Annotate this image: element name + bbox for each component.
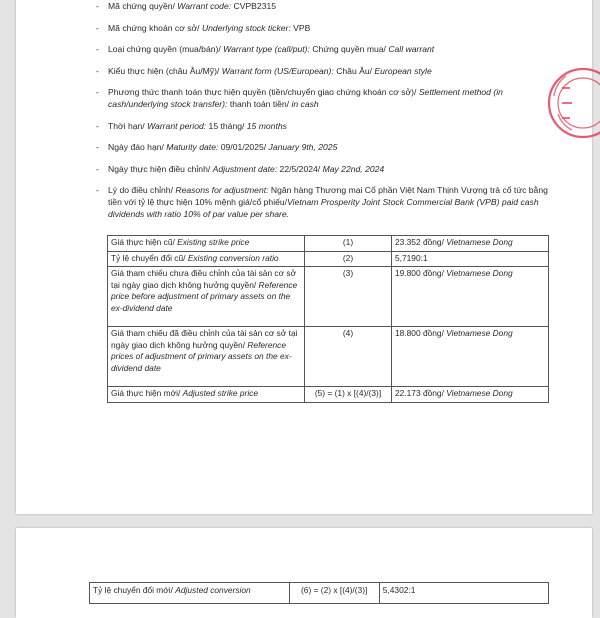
item-label-vn: Kiểu thực hiện (châu Âu/Mỹ)/ [108, 65, 220, 76]
cell-label-vn: Giá tham chiếu đã điều chỉnh của tài sản cơ sở tại ngày giao dịch không hưởng quyền/ [111, 328, 298, 350]
cell-label-vn: Tỷ lệ chuyển đổi mới/ [93, 585, 173, 595]
item-label-vn: Loại chứng quyền (mua/bán)/ [108, 44, 221, 54]
cell-label-vn: Giá tham chiếu chưa điều chỉnh của tài sản cơ sở tại ngày giao dịch không hưởng quyền/ [111, 268, 297, 290]
cell-label-en: Adjusted strike price [182, 388, 259, 398]
table-row [108, 236, 549, 252]
cell-label-vn: Giá thực hiện mới/ [111, 388, 181, 398]
item-label-en: Warrant type (call/put): [223, 44, 310, 54]
item-label-en: Warrant form (US/European): [221, 65, 334, 76]
table-cell-value [392, 387, 549, 403]
item-label-vn: Thời hạn/ [108, 120, 145, 131]
item-value-en: January 9th, 2025 [268, 142, 338, 152]
item-value: Chứng quyền mua/ [312, 44, 386, 54]
table-cell-value [392, 327, 549, 387]
adjustment-table-continued [89, 582, 549, 604]
adjustment-table [107, 235, 549, 403]
table-row [108, 387, 549, 403]
document-page-1 [16, 0, 592, 514]
table-cell-label [108, 387, 305, 403]
item-label-vn: Ngày đáo hạn/ [108, 142, 164, 152]
document-page-2 [16, 528, 592, 618]
item-value: Ngân hàng Thương mại Cổ phần Việt Nam Thịnh Vượng trả cổ tức bằng tiền với tỷ lệ thực hiện 10% mệnh giá/cổ phiếu/ [108, 185, 548, 207]
table-cell-formula: (4) [305, 327, 392, 387]
cell-unit: Vietnamese Dong [446, 268, 513, 278]
list-item-underlying-ticker [108, 22, 548, 34]
cell-label-en: Existing strike price [177, 237, 250, 247]
item-label-vn: Mã chứng quyền/ [108, 1, 175, 11]
item-label-en: Reasons for adjustment: [175, 185, 269, 195]
cell-unit: Vietnamese Dong [446, 328, 513, 338]
cell-value: 5,7190:1 [395, 252, 428, 263]
table-cell-formula: (2) [305, 251, 392, 267]
item-value-en: 15 months [246, 120, 287, 131]
item-value: 15 tháng/ [208, 120, 245, 131]
table-cell-formula: (3) [305, 267, 392, 327]
table-cell-formula: (1) [305, 236, 392, 252]
item-value: 09/01/2025/ [220, 142, 267, 152]
item-label-vn: Lý do điều chỉnh/ [108, 185, 173, 195]
item-value-en: in cash [291, 99, 319, 109]
list-item-adjustment-date [108, 163, 548, 175]
table-row [108, 251, 549, 267]
cell-value: 19.800 đồng/ [395, 268, 444, 278]
list-item-adjustment-reason [108, 184, 548, 220]
cell-label-en: Existing conversion ratio [187, 252, 279, 263]
item-label-vn: Phương thức thanh toán thực hiện quyền (tiền/chuyển giao chứng khoán cơ sở)/ [108, 87, 417, 97]
item-value-en: Call warrant [388, 44, 435, 54]
item-label-en: Warrant period: [147, 120, 207, 131]
cell-label-en: Adjusted conversion [175, 585, 251, 595]
item-label-en: Maturity date: [166, 142, 219, 152]
item-label-en: Adjustment date: [212, 163, 278, 174]
cell-label-vn: Giá thực hiện cũ/ [111, 237, 175, 247]
item-value-en: May 22nd, 2024 [322, 163, 385, 174]
table-cell-value [392, 236, 549, 252]
list-item-warrant-period [108, 120, 548, 132]
item-label-en: Settlement method (in cash/underlying stock transfer): [108, 87, 503, 109]
table-cell-label [108, 327, 305, 387]
item-value: CVPB2315 [233, 1, 277, 11]
item-value: VPB [293, 22, 311, 33]
table-cell-label [108, 267, 305, 327]
table-cell-formula: (6) = (2) x [(4)/(3)] [289, 583, 379, 604]
list-item-warrant-type [108, 43, 548, 55]
item-value-en: Vietnam Prosperity Joint Stock Commercial Bank (VPB) paid cash dividends with ratio 10% of par value per share. [108, 197, 539, 219]
table-row [108, 267, 549, 327]
table-cell-formula: (5) = (1) x [(4)/(3)] [305, 387, 392, 403]
item-value: Châu Âu/ [336, 65, 373, 76]
warrant-info-list [108, 0, 548, 230]
list-item-warrant-form [108, 65, 548, 77]
item-value-en: European style [374, 65, 432, 76]
cell-label-en: Reference price before adjustment of primary assets on the ex-dividend date [111, 279, 298, 313]
cell-value: 23.352 đồng/ [395, 237, 444, 247]
cell-label-en: Reference prices of adjustment of primary assets on the ex-dividend date [111, 339, 292, 373]
table-cell-value: 5,4302:1 [379, 583, 548, 604]
cell-unit: Vietnamese Dong [446, 237, 513, 247]
cell-value: 18.800 đồng/ [395, 328, 444, 338]
cell-value: 22.173 đồng/ [395, 388, 444, 398]
cell-label-vn: Tỷ lệ chuyển đổi cũ/ [111, 252, 186, 263]
item-label-vn: Mã chứng khoán cơ sở/ [108, 22, 200, 33]
list-item-maturity-date [108, 141, 548, 153]
item-value: thanh toán tiền/ [229, 99, 290, 109]
company-seal-stamp-icon [546, 66, 600, 140]
item-label-en: Warrant code: [177, 1, 232, 11]
list-item-settlement-method [108, 86, 548, 110]
list-item-warrant-code [108, 0, 548, 12]
table-row [108, 327, 549, 387]
table-cell-label [108, 251, 305, 267]
table-cell-label [108, 236, 305, 252]
item-value: 22/5/2024/ [279, 163, 321, 174]
item-label-en: Underlying stock ticker: [201, 22, 291, 33]
table-cell-value [392, 251, 549, 267]
cell-unit: Vietnamese Dong [446, 388, 513, 398]
table-cell-value [392, 267, 549, 327]
item-label-vn: Ngày thực hiện điều chỉnh/ [108, 163, 211, 174]
